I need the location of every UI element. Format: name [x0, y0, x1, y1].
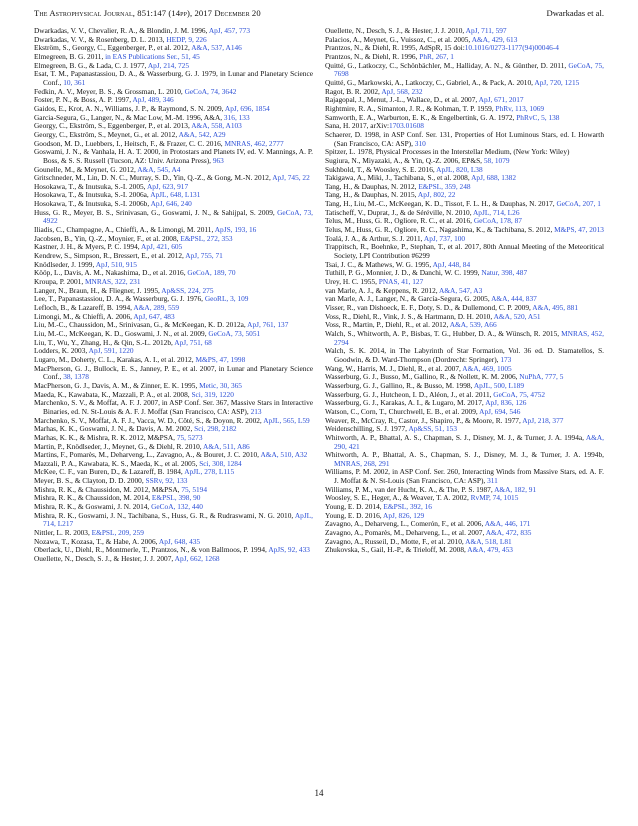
- reference-text: Wasserburg, G. J., Gallino, R., & Busso, M. 1998,: [325, 380, 474, 390]
- reference-link[interactable]: E&PSL, 209, 259: [91, 528, 144, 538]
- reference-text: Martin, P., Knödlseder, J., Meynet, G., & Diehl, R. 2010,: [34, 441, 204, 451]
- reference-text: Marhas, K. K., Goswami, J. N., & Davis, A. M. 2002,: [34, 424, 195, 434]
- references-columns: [34, 27, 604, 564]
- reference-text: Gritschneder, M., Lin, D. N. C., Murray, S. D., Yin, Q.-Z., & Gong, M.-N. 2012,: [34, 173, 273, 183]
- reference-text: Tang, H., Liu, M.-C., McKeegan, K. D., Tissot, F. L. H., & Dauphas, N. 2017,: [325, 199, 557, 209]
- references-column-left: [34, 27, 313, 564]
- reference-link[interactable]: GeCoA, 132, 440: [151, 502, 203, 512]
- reference-text: Lugaro, M., Doherty, C. L., Karakas, A. I., et al. 2012,: [34, 354, 196, 364]
- reference-text: Gaidos, E., Krot, A. N., Williams, J. P., & Raymond, S. N. 2009,: [34, 103, 225, 113]
- reference-entry: [325, 62, 604, 79]
- reference-link[interactable]: A&A, 558, A103: [191, 121, 242, 131]
- reference-link[interactable]: GeCoA, 207, 1: [556, 199, 601, 209]
- reference-entry: [34, 399, 313, 416]
- reference-text: Ouellette, N., Desch, S. J., & Hester, J. J. 2007,: [34, 554, 175, 564]
- reference-text: Sugiura, N., Miyazaki, A., & Yin, Q.-Z. 2006, EP&S,: [325, 155, 484, 165]
- reference-text: Wang, W., Harris, M. J., Diehl, R., et al. 2007,: [325, 363, 463, 373]
- reference-text: Lee, T., Papanastassiou, D. A., & Wasserburg, G. J. 1976,: [34, 294, 205, 304]
- reference-link[interactable]: E&PSL, 398, 90: [151, 493, 201, 503]
- reference-text: Tatischeff, V., Duprat, J., & de Séréville, N. 2010,: [325, 207, 473, 217]
- reference-link[interactable]: GeCoA, 178, 87: [473, 216, 522, 226]
- reference-text: Dwarkadas, V. V., Chevalier, R. A., & Blondin, J. M. 1996,: [34, 26, 209, 35]
- reference-link[interactable]: 310: [414, 138, 426, 148]
- reference-link[interactable]: 311: [487, 476, 498, 486]
- reference-text: Garcia-Segura, G., Langer, N., & Mac Low, M.-M. 1996, A&A,: [34, 112, 224, 122]
- reference-link[interactable]: ApJ, 591, 1220: [88, 346, 134, 356]
- reference-link[interactable]: 213: [250, 406, 262, 416]
- reference-text: Knödlseder, J. 1999,: [34, 259, 96, 269]
- reference-text: Weaver, R., McCray, R., Castor, J., Shapiro, P., & Moore, R. 1977,: [325, 415, 523, 425]
- reference-text: Takigawa, A., Miki, J., Tachibana, S., et al. 2008,: [325, 173, 472, 183]
- reference-link[interactable]: ApJ, 720, 1215: [534, 77, 580, 87]
- reference-text: Zavagno, A., Russeil, D., Motte, F., et al. 2010,: [325, 536, 466, 546]
- reference-text: Liu, M.-C., McKeegan, K. D., Goswami, J. N., et al. 2009,: [34, 328, 209, 338]
- reference-text: Telus, M., Huss, G. R., Ogliore, R. C., Nagashima, K., & Tachibana, S. 2012,: [325, 225, 555, 235]
- reference-link[interactable]: ApJL, 500, L189: [473, 380, 524, 390]
- reference-link[interactable]: ApJL, 714, L26: [472, 207, 520, 217]
- reference-link[interactable]: 75, 5194: [181, 484, 208, 494]
- reference-text: Marchenko, S. V., & Moffat, A. F. J. 2007, in ASP Conf. Ser. 367, Massive Stars in Interactive Binaries, ed. N. St-Louis & A. F. J. Moffat (San Francisco, CA: ASP),: [34, 398, 313, 416]
- reference-entry: [325, 347, 604, 364]
- reference-text: Georgy, C., Ekström, S., Eggenberger, P., et al. 2013,: [34, 121, 192, 131]
- reference-text: Elmegreen, B. G. 2011,: [34, 51, 106, 61]
- reference-link[interactable]: ApJL, 820, L38: [436, 164, 483, 174]
- reference-text: Hosokawa, T., & Inutsuka, S.-I. 2006b,: [34, 199, 151, 209]
- reference-link[interactable]: A&A, 446, 171: [484, 519, 531, 529]
- reference-link[interactable]: GeCoA, 75, 4752: [493, 389, 546, 399]
- reference-text: Goswami, J. N., & Vanhala, H. A. T. 2000, in Protostars and Planets IV, ed. V. Mannings, A. P. Boss, & S. S. Russell (Tucson, AZ: Univ. Arizona Press),: [34, 147, 313, 165]
- reference-link[interactable]: A&A, 520, A51: [493, 311, 541, 321]
- reference-text: Hosokawa, T., & Inutsuka, S.-I. 2006a,: [34, 190, 151, 200]
- reference-link[interactable]: GeCoA, 75, 7698: [334, 60, 604, 79]
- reference-link[interactable]: GeCoA, 74, 3642: [184, 86, 237, 96]
- reference-text: Toalá, J. A., & Arthur, S. J. 2011,: [325, 233, 424, 243]
- reference-text: Fedkin, A. V., Meyer, B. S., & Grossman, L. 2010,: [34, 86, 185, 96]
- reference-text: Young, E. D. 2016,: [325, 510, 384, 520]
- reference-link[interactable]: ApJ, 647, 483: [133, 311, 175, 321]
- reference-link[interactable]: 10, 361: [63, 77, 86, 87]
- reference-link[interactable]: Natur, 398, 487: [481, 268, 528, 278]
- reference-link[interactable]: 963: [212, 155, 224, 165]
- reference-entry: [34, 555, 313, 564]
- reference-link[interactable]: ApJ, 457, 773: [208, 26, 251, 35]
- reference-text: Liu, M.-C., Chaussidon, M., Srinivasan, G., & McKeegan, K. D. 2012a,: [34, 320, 248, 330]
- reference-text: van Marle, A. J., Langer, N., & García-Segura, G. 2005,: [325, 294, 492, 304]
- reference-link[interactable]: ApJL, 278, L115: [184, 467, 235, 477]
- reference-entry: [325, 468, 604, 485]
- reference-link[interactable]: ApJ, 836, 126: [485, 398, 527, 408]
- reference-link[interactable]: ApJ, 510, 915: [95, 259, 137, 269]
- reference-link[interactable]: A&A, 495, 881: [532, 303, 578, 312]
- reference-link[interactable]: A&A, 469, 1005: [462, 363, 512, 373]
- reference-text: Woosley, S. E., Heger, A., & Weaver, T. A. 2002,: [325, 493, 471, 503]
- reference-link[interactable]: ApJ, 218, 377: [522, 415, 564, 425]
- reference-text: Prantzos, N., & Diehl, R. 1995, AdSpR, 15 doi:: [325, 43, 465, 53]
- reference-link[interactable]: A&A, 472, 835: [485, 528, 532, 538]
- reference-link[interactable]: Sci, 308, 1284: [199, 458, 242, 468]
- reference-text: Mishra, R. K., & Goswami, J. N. 2014,: [34, 502, 152, 512]
- reference-link[interactable]: ApJ, 826, 129: [383, 510, 425, 520]
- reference-link[interactable]: ApJ, 662, 1268: [174, 554, 220, 564]
- reference-link[interactable]: Ap&SS, 51, 153: [408, 424, 458, 434]
- reference-text: Marchenko, S. V., Moffat, A. F. J., Vacca, W. D., Côté, S., & Doyon, R. 2002,: [34, 415, 264, 425]
- reference-text: Kastner, J. H., & Myers, P. C. 1994,: [34, 242, 142, 252]
- reference-text: Oberlack, U., Diehl, R., Montmerle, T., Prantzos, N., & von Ballmoos, P. 1994,: [34, 545, 269, 555]
- reference-link[interactable]: SSRv, 92, 133: [145, 476, 188, 486]
- reference-text: Tsai, J. C., & Mathews, W. G. 1995,: [325, 259, 433, 269]
- reference-text: Tang, H., & Dauphas, N. 2012,: [325, 181, 419, 191]
- reference-text: Mazzali, P. A., Kawabata, K. S., Maeda, K., et al. 2005,: [34, 458, 200, 468]
- reference-link[interactable]: E&PSL, 272, 353: [180, 233, 233, 243]
- reference-text: Mishra, R. K., & Chaussidon, M. 2012, M&PSA,: [34, 484, 182, 494]
- reference-link[interactable]: Ap&SS, 224, 275: [161, 285, 214, 295]
- reference-text: Zhukovska, S., Gail, H.-P., & Trieloff, M. 2008,: [325, 545, 468, 555]
- running-header: [34, 6, 604, 20]
- reference-text: Limongi, M., & Chieffi, A. 2006,: [34, 311, 134, 321]
- reference-link[interactable]: A&A, 537, A146: [191, 43, 242, 53]
- reference-text: Foster, P. N., & Boss, A. P. 1997,: [34, 95, 133, 105]
- reference-link[interactable]: ApJ, 802, 22: [417, 190, 456, 200]
- reference-link[interactable]: ApJS, 193, 16: [214, 225, 257, 235]
- reference-link[interactable]: ApJ, 568, 232: [381, 86, 423, 96]
- reference-link[interactable]: 58, 1079: [483, 155, 510, 165]
- reference-link[interactable]: HEDP, 9, 226: [166, 34, 207, 44]
- reference-link[interactable]: A&A, 290, 421: [334, 432, 604, 451]
- reference-link[interactable]: ApJ, 489, 346: [132, 95, 174, 105]
- reference-link[interactable]: ApJ, 648, 435: [158, 536, 201, 546]
- reference-entry: [34, 148, 313, 165]
- reference-text: Georgy, C., Ekström, S., Meynet, G., et al. 2012,: [34, 129, 179, 139]
- reference-link[interactable]: A&A, 289, 559: [133, 303, 180, 312]
- reference-text: Liu, T., Wu, Y., Zhang, H., & Qin, S.-L. 2012b,: [34, 337, 175, 347]
- reference-link[interactable]: ApJ, 214, 725: [147, 60, 190, 70]
- reference-text: Nozawa, T., Kozasa, T., & Habe, A. 2006,: [34, 536, 159, 546]
- reference-text: Huss, G. R., Meyer, B. S., Srinivasan, G., Goswami, J. N., & Sahijpal, S. 2009,: [34, 207, 278, 217]
- reference-text: Quitté, G., Latkoczy, C., Schönbächler, M., Halliday, A. N., & Günther, D. 2011,: [325, 60, 569, 70]
- reference-text: Wasserburg, G. J., Hutcheon, I. D., Aléon, J., et al. 2011,: [325, 389, 494, 399]
- reference-link[interactable]: Sci, 319, 1220: [191, 389, 234, 399]
- reference-link[interactable]: ApJ, 623, 917: [146, 181, 189, 191]
- reference-text: Elmegreen, B. G., & Lada, C. J. 1977,: [34, 60, 148, 70]
- reference-link[interactable]: MNRAS, 462, 2777: [224, 138, 284, 148]
- reference-link[interactable]: A&A, 518, L81: [465, 536, 512, 546]
- reference-link[interactable]: 173: [500, 354, 512, 364]
- reference-link[interactable]: A&A, 511, A86: [203, 441, 250, 451]
- reference-link[interactable]: ApJ, 755, 71: [185, 251, 223, 261]
- reference-link[interactable]: GeoRL, 3, 109: [204, 294, 249, 304]
- reference-text: Sukhbold, T., & Woosley, S. E. 2016,: [325, 164, 437, 174]
- reference-entry: [325, 434, 604, 451]
- reference-text: Lodders, K. 2003,: [34, 346, 89, 356]
- reference-link[interactable]: ApJ, 671, 2017: [478, 95, 524, 105]
- reference-text: Gounelle, M., & Meynet, G. 2012,: [34, 164, 138, 174]
- page-number: 14: [314, 788, 324, 798]
- reference-text: Esat, T. M., Papanastassiou, D. A., & Wasserburg, G. J. 1979, in Lunar and Planetary Science Conf.,: [34, 69, 313, 87]
- reference-text: Maeda, K., Kawabata, K., Mazzali, P. A., et al. 2008,: [34, 389, 192, 399]
- reference-text: Whitworth, A. P., Bhattal, A. S., Chapman, S. J., Disney, M. J., & Turner, J. A. 1994a,: [325, 432, 586, 442]
- reference-link[interactable]: 10.1016/0273-1177(94)00046-4: [464, 43, 559, 53]
- reference-text: Young, E. D. 2014,: [325, 502, 384, 512]
- reference-text: Zavagno, A., Pomarès, M., Deharveng, L., et al. 2007,: [325, 528, 486, 538]
- reference-link[interactable]: RvMP, 74, 1015: [470, 493, 519, 503]
- reference-link[interactable]: MNRAS, 452, 2794: [334, 328, 604, 347]
- reference-link[interactable]: ApJL, 565, L59: [263, 415, 310, 425]
- reference-link[interactable]: ApJL, 714, L217: [43, 510, 313, 529]
- reference-text: Dwarkadas, V. V., & Rosenberg, D. L. 2013,: [34, 34, 167, 44]
- reference-text: MacPherson, G. J., Davis, A. M., & Zinner, E. K. 1995,: [34, 380, 200, 390]
- reference-link[interactable]: ApJ, 688, 1382: [471, 173, 516, 183]
- reference-entry: [34, 209, 313, 226]
- reference-entry: [325, 131, 604, 148]
- reference-entry: [34, 365, 313, 382]
- reference-text: Mishra, R. K., & Chaussidon, M. 2014,: [34, 493, 152, 503]
- reference-text: Ragot, B. R. 2002,: [325, 86, 382, 96]
- reference-text: MacPherson, G. J., Bullock, E. S., Janney, P. E., et al. 2007, in Lunar and Planetary Science Conf.,: [34, 363, 313, 382]
- reference-text: Voss, R., Diehl, R., Vink, J. S., & Hartmann, D. H. 2010,: [325, 311, 494, 321]
- reference-link[interactable]: ApJ, 694, 546: [479, 406, 521, 416]
- reference-link[interactable]: M&PS, 47, 1998: [195, 354, 246, 364]
- reference-link[interactable]: MNRAS, 268, 291: [334, 458, 390, 468]
- reference-link[interactable]: in EAS Publications Ser., 51, 45: [105, 51, 200, 61]
- reference-link[interactable]: E&PSL, 359, 248: [418, 181, 471, 191]
- reference-link[interactable]: Metic, 30, 365: [199, 380, 242, 390]
- reference-text: Samworth, E. A., Warburton, E. K., & Engelbertink, G. A. 1972,: [325, 112, 517, 122]
- reference-link[interactable]: ApJL, 648, L131: [150, 190, 201, 200]
- reference-text: Whitworth, A. P., Bhattal, A. S., Chapman, S. J., Disney, M. J., & Turner, J. A. 1994b,: [325, 450, 604, 460]
- reference-link[interactable]: PhRv, 113, 1069: [495, 103, 545, 113]
- reference-text: Palacios, A., Meynet, G., Vuissoz, C., et al. 2005,: [325, 34, 472, 44]
- reference-text: Rightmire, R. A., Simanton, J. R., & Kohman, T. P. 1959,: [325, 103, 496, 113]
- reference-text: Marhas, K. K., & Mishra, R. K. 2012, M&PSA,: [34, 432, 177, 442]
- reference-entry: [325, 330, 604, 347]
- reference-link[interactable]: ApJ, 711, 597: [465, 26, 507, 35]
- reference-text: Quitté, G., Markowski, A., Latkoczy, C., Gabriel, A., & Pack, A. 2010,: [325, 77, 535, 87]
- reference-text: Rajagopal, J., Menut, J.-L., Wallace, D., et al. 2007,: [325, 95, 479, 105]
- journal-citation: The Astrophysical Journal, 851:147 (14pp), 2017 December 20: [34, 8, 261, 18]
- reference-entry: [325, 451, 604, 468]
- reference-link[interactable]: A&A, 479, 453: [467, 545, 513, 555]
- reference-text: Sana, H. 2017, arXiv:: [325, 121, 390, 131]
- reference-entry: [325, 243, 604, 260]
- reference-link[interactable]: M&PS, 47, 2013: [554, 225, 604, 235]
- reference-text: Weidenschilling, S. J. 1977,: [325, 424, 409, 434]
- reference-text: Ouellette, N., Desch, S. J., & Hester, J. J. 2010,: [325, 26, 466, 35]
- reference-link[interactable]: ApJ, 696, 1854: [224, 103, 270, 113]
- reference-link[interactable]: ApJ, 737, 100: [423, 233, 466, 243]
- reference-text: Spitzer, L. 1978, Physical Processes in the Interstellar Medium, (New York: Wiley): [325, 147, 570, 157]
- reference-link[interactable]: MNRAS, 322, 231: [85, 277, 141, 287]
- reference-entry: [325, 546, 604, 555]
- reference-link[interactable]: ApJS, 92, 433: [268, 545, 310, 555]
- reference-text: Williams, P. M. 2002, in ASP Conf. Ser. 260, Interacting Winds from Massive Stars, ed. A. F. J. Moffat & N. St-Louis (San Francisco, CA: ASP),: [325, 467, 604, 486]
- reference-text: Ekström, S., Georgy, C., Eggenberger, P., et al. 2012,: [34, 43, 192, 53]
- reference-link[interactable]: A&A, 547, A3: [439, 285, 483, 295]
- reference-text: Trappitsch, R., Boehnke, P., Stephan, T., et al. 2017, 80th Annual Meeting of the Meteoritical Society, LPI Contribution #6299: [325, 242, 604, 261]
- reference-link[interactable]: PNAS, 41, 127: [378, 277, 424, 287]
- reference-text: Langer, N., Braun, H., & Fliegner, J. 1995,: [34, 285, 162, 295]
- reference-text: Kööp, L., Davis, A. M., Nakashima, D., et al. 2016,: [34, 268, 188, 278]
- reference-link[interactable]: NuPhA, 777, 5: [519, 372, 564, 382]
- reference-link[interactable]: PhRvC, 5, 138: [516, 112, 560, 122]
- reference-link[interactable]: A&A, 510, A32: [260, 450, 308, 460]
- reference-link[interactable]: ApJ, 421, 605: [141, 242, 183, 252]
- reference-text: Watson, C., Corn, T., Churchwell, E. B., et al. 2009,: [325, 406, 480, 416]
- reference-text: Martins, F., Pomarès, M., Deharveng, L., Zavagno, A., & Bouret, J. C. 2010,: [34, 450, 261, 460]
- reference-link[interactable]: PhR, 267, 1: [419, 51, 454, 61]
- reference-entry: [34, 512, 313, 529]
- reference-text: Prantzos, N., & Diehl, R. 1996,: [325, 51, 420, 61]
- reference-link[interactable]: GeCoA, 73, 4922: [43, 207, 313, 226]
- reference-link[interactable]: GeCoA, 189, 70: [187, 268, 236, 278]
- reference-link[interactable]: ApJ, 646, 240: [150, 199, 192, 209]
- reference-text: Iliadis, C., Champagne, A., Chieffi, A., & Limongi, M. 2011,: [34, 225, 215, 235]
- reference-link[interactable]: 75, 5273: [176, 432, 203, 442]
- reference-text: Voss, R., Martin, P., Diehl, R., et al. 2012,: [325, 320, 450, 330]
- reference-text: Kendrew, S., Simpson, R., Bressert, E., et al. 2012,: [34, 251, 186, 261]
- reference-text: Tuthill, P. G., Monnier, J. D., & Danchi, W. C. 1999,: [325, 268, 482, 278]
- reference-text: Wasserburg, G. J., Karakas, A. I., & Lugaro, M. 2017,: [325, 398, 486, 408]
- reference-link[interactable]: ApJ, 761, 137: [247, 320, 289, 330]
- reference-text: Jacobsen, B., Yin, Q.-Z., Moynier, F., et al. 2008,: [34, 233, 181, 243]
- reference-link[interactable]: A&A, 545, A4: [137, 164, 181, 174]
- reference-text: Kroupa, P. 2001,: [34, 277, 85, 287]
- reference-text: Urey, H. C. 1955,: [325, 277, 379, 287]
- reference-link[interactable]: A&A, 542, A29: [178, 129, 226, 139]
- reference-text: Mishra, R. K., Goswami, J. N., Tachibana, S., Huss, G. R., & Rudraswami, N. G. 2010,: [34, 510, 295, 520]
- reference-link[interactable]: A&A, 539, A66: [449, 320, 497, 330]
- reference-text: Telus, M., Huss, G. R., Ogliore, R. C., et al. 2016,: [325, 216, 474, 226]
- reference-text: Zavagno, A., Deharveng, L., Comerón, F., et al. 2006,: [325, 519, 485, 529]
- reference-text: Lefloch, B., & Lazareff, B. 1994,: [34, 303, 134, 312]
- reference-text: Walch, S., Whitworth, A. P., Bisbas, T. G., Hubber, D. A., & Wünsch, R. 2015,: [325, 328, 562, 338]
- reference-link[interactable]: Sci, 298, 2182: [194, 424, 237, 434]
- reference-text: Nittler, L. R. 2003,: [34, 528, 92, 538]
- reference-link[interactable]: ApJ, 745, 22: [272, 173, 310, 183]
- reference-text: Goodson, M. D., Luebbers, I., Heitsch, F., & Frazer, C. C. 2016,: [34, 138, 225, 148]
- reference-text: Visser, R., van Dishoeck, E. F., Doty, S. D., & Dullemond, C. P. 2009,: [325, 303, 533, 312]
- reference-text: van Marle, A. J., & Keppens, R. 2012,: [325, 285, 440, 295]
- reference-link[interactable]: A&A, 182, 91: [494, 484, 537, 494]
- reference-text: Wasserburg, G. J., Busso, M., Gallino, R., & Nollett, K. M. 2006,: [325, 372, 520, 382]
- reference-link[interactable]: A&A, 429, 613: [471, 34, 518, 44]
- reference-link[interactable]: GeCoA, 73, 5051: [208, 328, 261, 338]
- reference-text: Tang, H., & Dauphas, N. 2015,: [325, 190, 418, 200]
- reference-text: Meyer, B. S., & Clayton, D. D. 2000,: [34, 476, 146, 486]
- reference-link[interactable]: ApJ, 751, 68: [174, 337, 212, 347]
- reference-link[interactable]: ApJ, 448, 84: [432, 259, 471, 269]
- reference-text: Williams, P. M., van der Hucht, K. A., & The, P. S. 1987,: [325, 484, 495, 494]
- reference-text: Walch, S. K. 2014, in The Labyrinth of Star Formation, Vol. 36 ed. D. Stamatellos, S. Goodwin, & D. Ward-Thompson (Dordrecht: Springer),: [325, 346, 604, 364]
- reference-entry: [34, 70, 313, 87]
- references-column-right: [325, 27, 604, 564]
- reference-link[interactable]: E&PSL, 392, 16: [383, 502, 432, 512]
- reference-text: Schaerer, D. 1998, in ASP Conf. Ser. 131, Properties of Hot Luminous Stars, ed. I. Howarth (San Francisco, CA: ASP),: [325, 129, 604, 148]
- reference-link[interactable]: A&A, 444, 837: [491, 294, 537, 304]
- running-authors: Dwarkadas et al.: [546, 8, 604, 18]
- reference-link[interactable]: 38, 1378: [63, 372, 89, 382]
- reference-link[interactable]: 316, 133: [223, 112, 250, 122]
- reference-text: Hosokawa, T., & Inutsuka, S.-I. 2005,: [34, 181, 147, 191]
- reference-link[interactable]: 1703.01608: [389, 121, 424, 131]
- reference-text: McKee, C. F., van Buren, D., & Lazareff, B. 1984,: [34, 467, 185, 477]
